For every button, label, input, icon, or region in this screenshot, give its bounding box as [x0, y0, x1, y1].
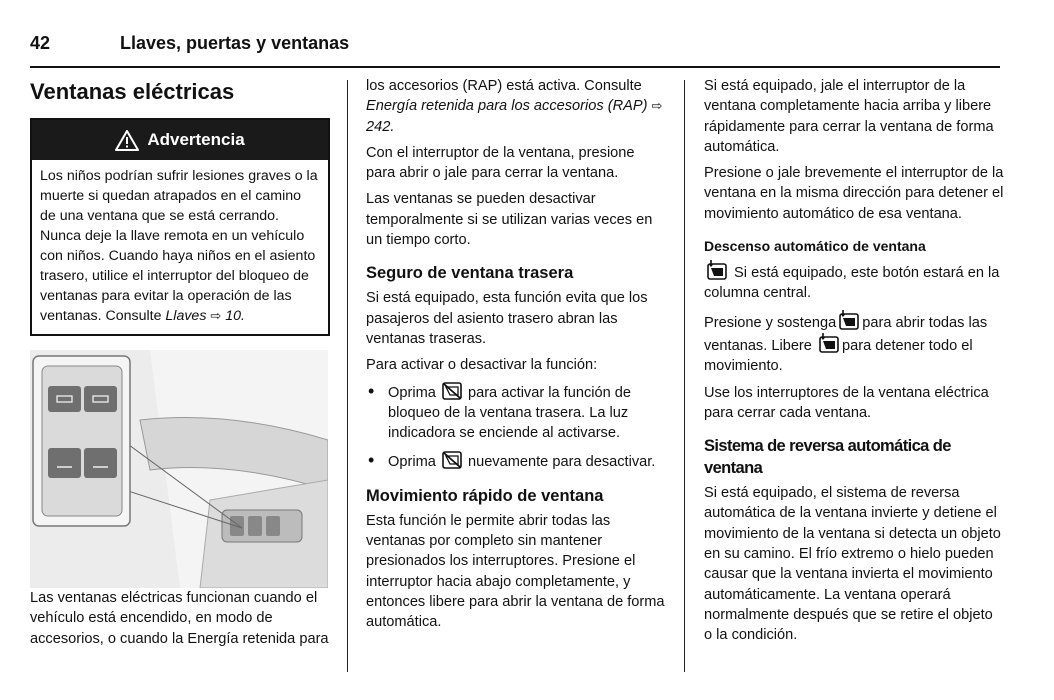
illustration-caption: Las ventanas eléctricas funcionan cuando el vehículo está encendido, en modo de accesorios, o cuando la Energía retenida para: [30, 590, 329, 647]
chapter-title: Llaves, puertas y ventanas: [120, 33, 350, 53]
paragraph: Si está equipado, el sistema de reversa automática de la ventana invierte y detiene el movimiento de la ventana si detecta un objeto en su camino. El frío extremo o hielo pueden causar que la ventana invierta el movimiento automáticamente. La ventana operará normalmente después que se retire el objeto o la condición.: [704, 485, 1001, 644]
column-divider: [684, 80, 685, 672]
column-2: [366, 76, 666, 639]
door-panel-image: [30, 350, 328, 588]
list-item-text: Oprima: [388, 384, 436, 401]
subsection-title: Movimiento rápido de ventana: [366, 486, 604, 505]
paragraph: [366, 76, 666, 137]
paragraph: Presione o jale brevemente el interruptor de la ventana en la misma dirección para detener el movimiento automático de esa ventana.: [704, 165, 1004, 222]
list-item-text: para activar la función de bloqueo de la ventana trasera. La luz indicadora se enciende al activarse.: [388, 384, 632, 442]
warning-title: Advertencia: [147, 129, 245, 149]
express-down-window-icon: [706, 260, 728, 280]
section-title: Ventanas eléctricas: [30, 79, 235, 104]
paragraph: [704, 310, 1004, 377]
paragraph: Si está equipado, esta función evita que los pasajeros del asiento trasero abran las ventanas traseras.: [366, 290, 648, 347]
warning-ref-link[interactable]: Llaves: [165, 308, 207, 324]
list-item-text: Oprima: [388, 454, 436, 471]
window-switch-illustration: [30, 350, 328, 588]
paragraph-text: para abrir todas las ventanas. Libere: [704, 314, 988, 354]
paragraph: Use los interruptores de la ventana eléctrica para cerrar cada ventana.: [704, 384, 989, 421]
subsection-title: Sistema de reversa automática de ventana: [704, 437, 951, 478]
paragraph: Esta función le permite abrir todas las ventanas por completo sin mantener presionados los interruptores. Presione el interruptor hacia abajo completamente, y entonces libere para abrir la ventana de forma automática.: [366, 512, 665, 631]
subsection-title: Descenso automático de ventana: [704, 238, 926, 255]
window-lockout-icon: [442, 451, 462, 469]
express-down-window-icon: [838, 310, 860, 330]
page-ref-arrow-icon: ⇨: [651, 98, 663, 114]
subsection-title: Seguro de ventana trasera: [366, 264, 574, 283]
page-ref-arrow-icon: ⇨: [210, 308, 222, 323]
warning-header: [32, 120, 328, 160]
warning-box: [30, 118, 330, 336]
list-item-text: nuevamente para desactivar.: [463, 454, 656, 471]
list-item: [366, 451, 666, 472]
bullet-list: [366, 382, 666, 473]
column-3: [704, 76, 1004, 652]
paragraph-text: los accesorios (RAP) está activa. Consulte: [366, 78, 642, 94]
rap-ref-link[interactable]: Energía retenida para los accesorios (RAP): [366, 98, 648, 115]
paragraph: Si está equipado, jale el interruptor de la ventana completamente hacia arriba y libere rápidamente para cerrar la ventana de forma automática.: [704, 78, 994, 155]
warning-ref-page: 10.: [225, 308, 245, 324]
column-1: [30, 76, 332, 655]
warning-triangle-icon: [115, 130, 139, 151]
paragraph-text: Si está equipado, este botón estará en la columna central.: [704, 265, 1000, 302]
express-down-window-icon: [818, 333, 840, 353]
column-divider: [347, 80, 348, 672]
list-item: [366, 382, 666, 444]
paragraph-text: para detener todo el movimiento.: [704, 337, 973, 375]
paragraph: [704, 260, 1004, 304]
paragraph-text: Presione y sostenga: [704, 314, 837, 331]
page-header: [30, 30, 1000, 68]
paragraph: Con el interruptor de la ventana, presione para abrir o jale para cerrar la ventana.: [366, 144, 635, 182]
warning-body-text: Los niños podrían sufrir lesiones graves o la muerte si quedan atrapados en el camino de una ventana que se está cerrando. Nunca deje la llave remota en un vehículo con niños. Cuando haya niños en el asiento trasero, utilice el interruptor del bloqueo de ventanas para evitar la operación de las ventanas. Consulte: [40, 168, 318, 324]
paragraph: Las ventanas se pueden desactivar temporalmente si se utilizan varias veces en un tiempo corto.: [366, 191, 653, 249]
paragraph: Para activar o desactivar la función:: [366, 357, 598, 374]
page-number: 42: [30, 33, 51, 53]
warning-text: [32, 160, 328, 334]
window-lockout-icon: [442, 382, 462, 400]
rap-ref-page: 242.: [366, 118, 395, 135]
